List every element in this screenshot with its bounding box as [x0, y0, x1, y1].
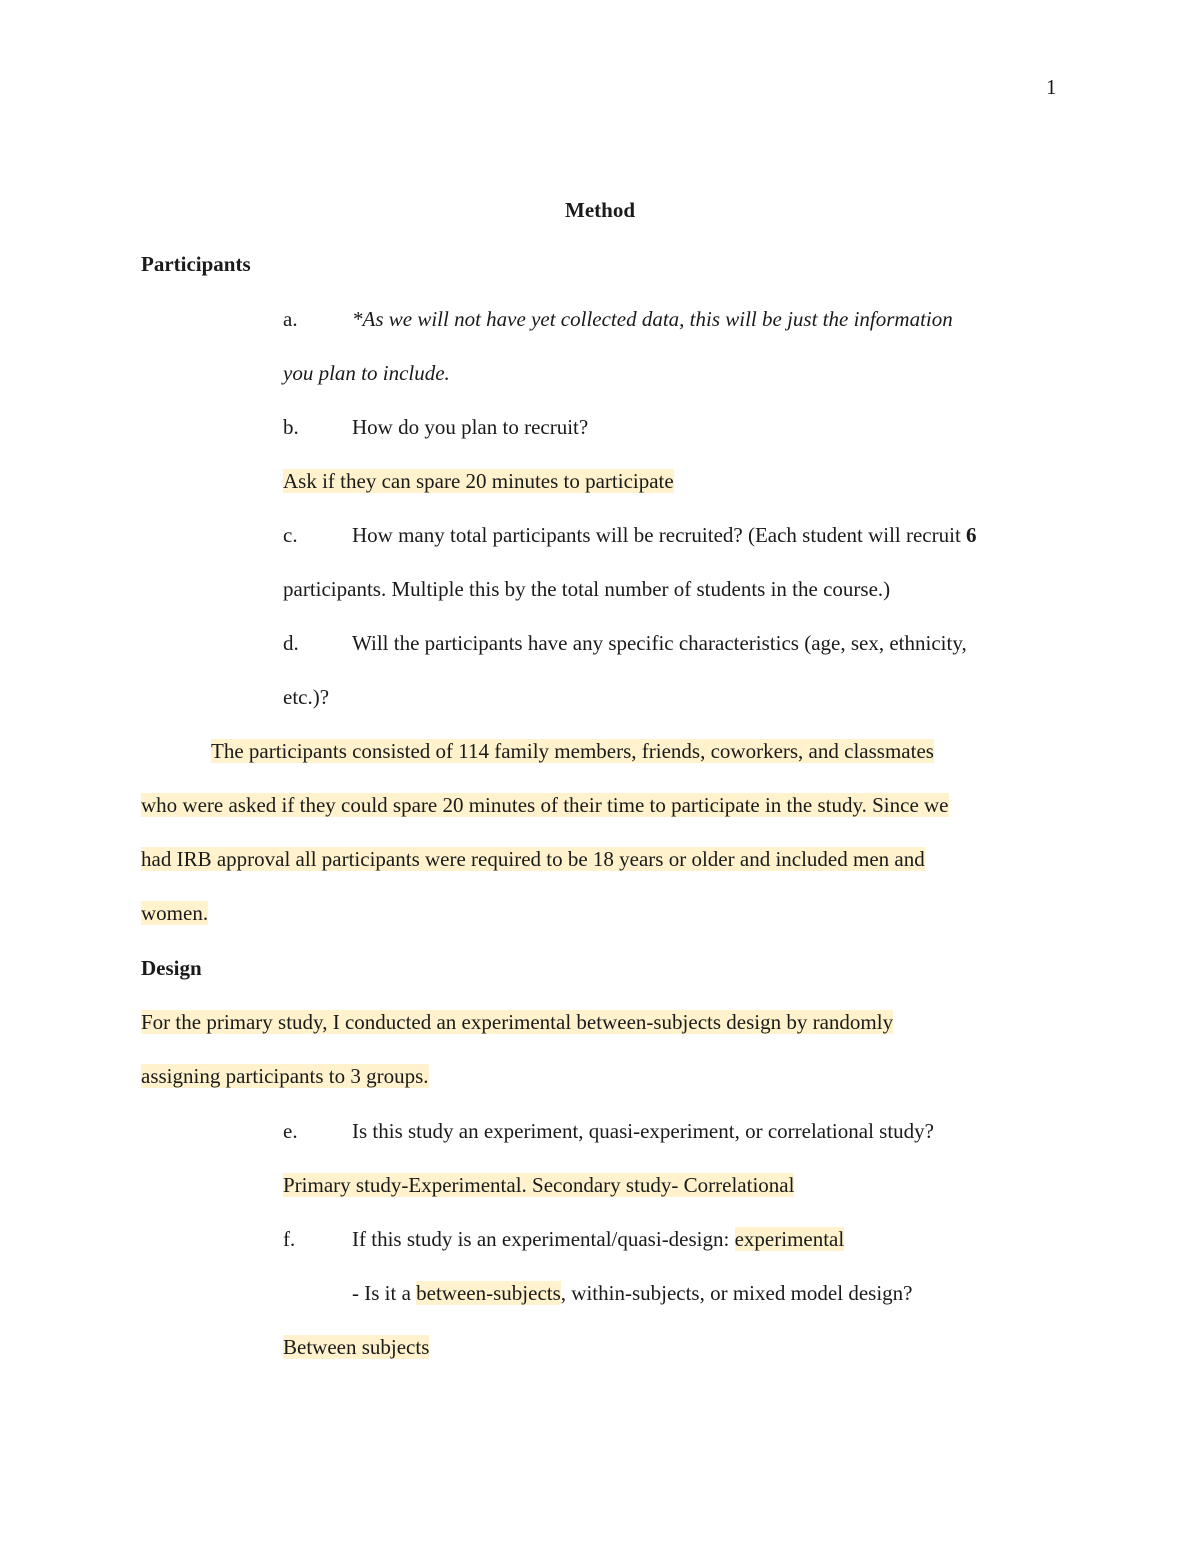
- item-a-text-continued: you plan to include.: [283, 361, 450, 385]
- highlight: who were asked if they could spare 20 minutes of their time to participate in the study. Since we: [141, 793, 949, 817]
- highlight: For the primary study, I conducted an experimental between-subjects design by randomly: [141, 1010, 894, 1034]
- item-c-label: c.: [283, 523, 298, 547]
- item-c-line: How many total participants will be recruited? (Each student will recruit: [352, 523, 967, 547]
- participants-heading: Participants: [141, 252, 251, 276]
- item-c-text: [352, 520, 977, 550]
- sub-item-highlight: between-subjects: [416, 1281, 561, 1305]
- item-c-bold-number: 6: [966, 523, 977, 547]
- highlight: had IRB approval all participants were required to be 18 years or older and included men and: [141, 847, 925, 871]
- item-f-answer: experimental: [734, 1227, 845, 1251]
- design-heading: Design: [141, 956, 202, 980]
- answer-f-highlight: Between subjects: [283, 1335, 430, 1359]
- item-f-text: [352, 1224, 844, 1254]
- item-a-label: a.: [283, 307, 298, 331]
- item-b-label: b.: [283, 415, 299, 439]
- answer-e: [283, 1170, 794, 1200]
- item-e-label: e.: [283, 1119, 298, 1143]
- design-paragraph-line: [141, 1061, 429, 1091]
- section-title: Method: [565, 198, 635, 222]
- item-b-text: How do you plan to recruit?: [352, 415, 589, 439]
- design-paragraph-line: [141, 1007, 893, 1037]
- item-d-text-continued: etc.)?: [283, 685, 330, 709]
- highlight: The participants consisted of 114 family members, friends, coworkers, and classmates: [211, 739, 934, 763]
- item-f-label: f.: [283, 1227, 296, 1251]
- highlight: assigning participants to 3 groups.: [141, 1064, 429, 1088]
- answer-e-highlight: Primary study-Experimental. Secondary study- Correlational: [283, 1173, 795, 1197]
- participants-paragraph-line: [141, 844, 925, 874]
- page-number: 1: [1046, 75, 1057, 99]
- item-c-text-continued: participants. Multiple this by the total number of students in the course.): [283, 577, 891, 601]
- sub-item: [352, 1278, 912, 1308]
- sub-item-rest: , within-subjects, or mixed model design?: [560, 1281, 913, 1305]
- participants-paragraph-line: [211, 736, 934, 766]
- answer-b-highlight: Ask if they can spare 20 minutes to participate: [283, 469, 674, 493]
- highlight: women.: [141, 901, 209, 925]
- participants-paragraph-line: [141, 898, 208, 928]
- item-f-question: If this study is an experimental/quasi-design:: [352, 1227, 735, 1251]
- answer-f: [283, 1332, 429, 1362]
- item-e-text: Is this study an experiment, quasi-experiment, or correlational study?: [352, 1119, 935, 1143]
- item-a-text: *As we will not have yet collected data, this will be just the information: [352, 307, 953, 331]
- sub-item-prefix: - Is it a: [352, 1281, 417, 1305]
- item-d-text: Will the participants have any specific characteristics (age, sex, ethnicity,: [352, 631, 967, 655]
- item-d-label: d.: [283, 631, 299, 655]
- answer-b: [283, 466, 674, 496]
- participants-paragraph-line: [141, 790, 949, 820]
